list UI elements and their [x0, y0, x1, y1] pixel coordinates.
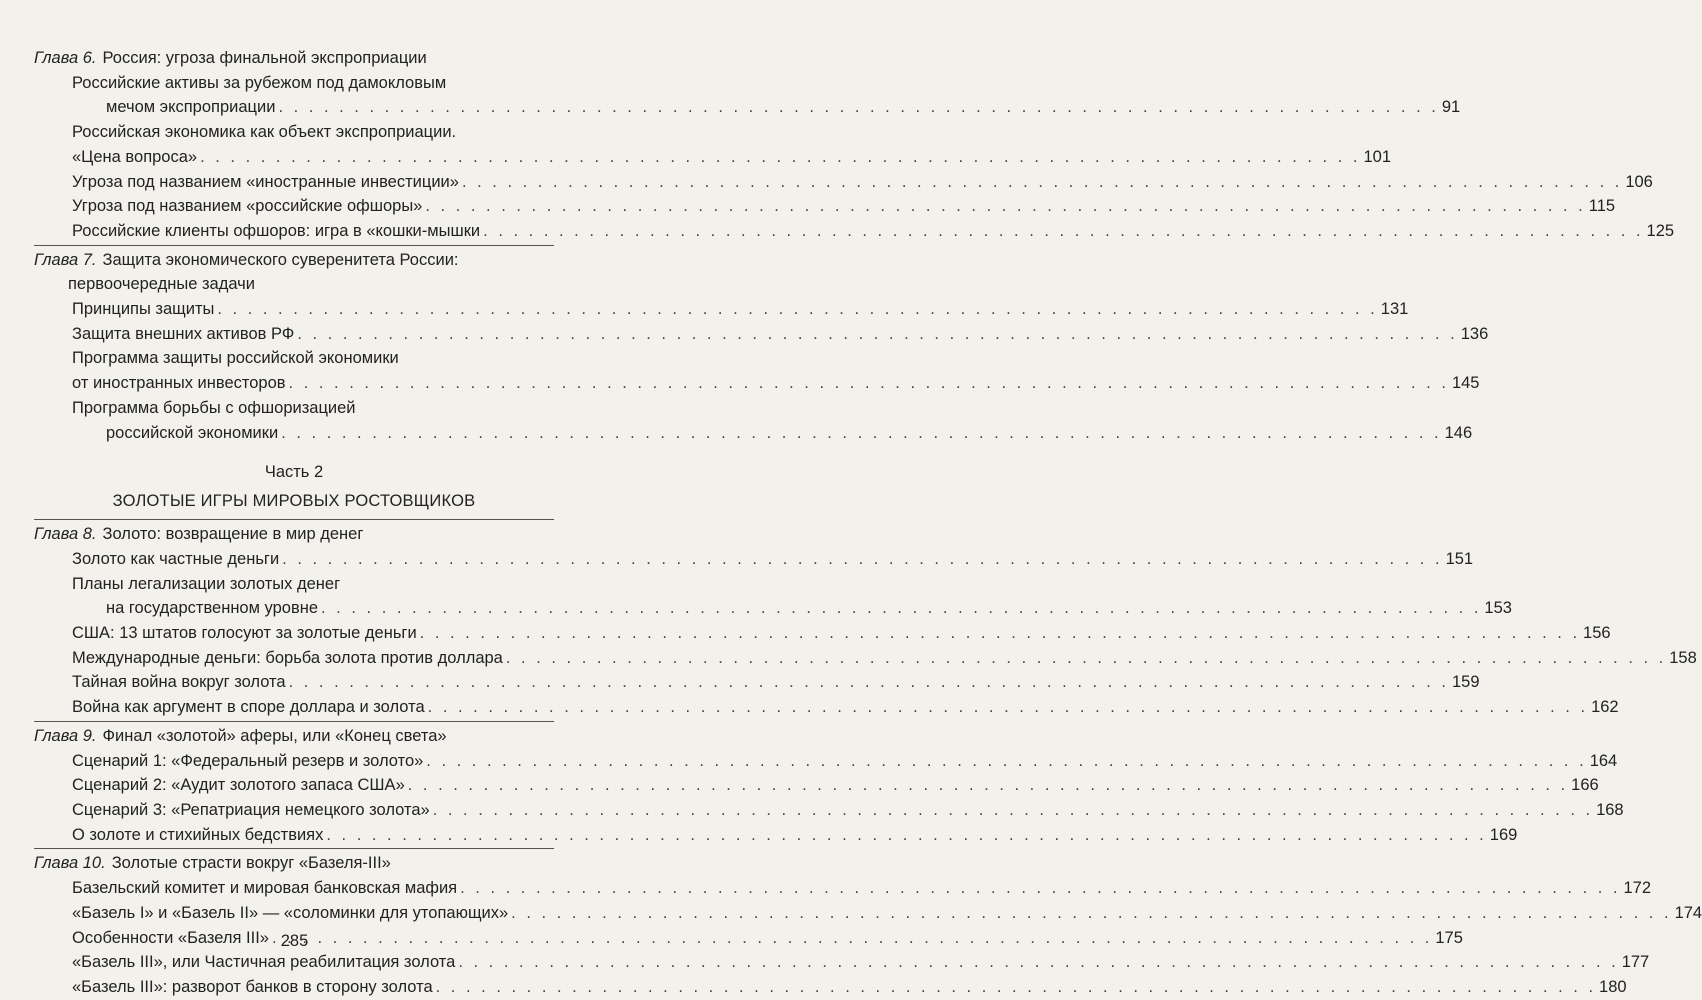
page-number: 115 [1588, 197, 1616, 216]
chapter-label: Глава 7. [34, 250, 97, 269]
toc-entry-continuation [34, 371, 1480, 396]
dot-leader [200, 145, 1360, 170]
dot-leader [460, 876, 1620, 901]
entry-title: Золото как частные деньги [72, 549, 280, 568]
toc-entry [34, 71, 554, 96]
chapter-6-heading [34, 46, 554, 71]
page-number: 136 [1460, 324, 1489, 343]
chapter-title-continuation [34, 272, 554, 297]
chapter-10-heading [34, 851, 554, 876]
entry-title: «Базель I» и «Базель II» — «соломинки для утопающих» [72, 903, 509, 922]
toc-entry [34, 876, 1652, 901]
page-number: 175 [1435, 928, 1463, 947]
part-label: Часть 2 [264, 463, 324, 482]
page-number: 158 [1669, 648, 1697, 667]
toc-entry-continuation [34, 596, 1512, 621]
entry-title: Особенности «Базеля III» [72, 928, 269, 947]
divider [34, 848, 554, 849]
divider [34, 245, 554, 246]
toc-entry [34, 950, 1650, 975]
toc-entry [34, 297, 1409, 322]
page-number: 131 [1380, 300, 1409, 319]
dot-leader [511, 901, 1671, 926]
chapter-title: Защита экономического суверенитета России: [102, 250, 459, 269]
chapter-label: Глава 10. [34, 854, 106, 873]
toc-entry [34, 823, 1518, 848]
entry-title: Сценарий 3: «Репатриация немецкого золота» [72, 800, 430, 819]
toc-entry [34, 695, 1619, 720]
chapter-label: Глава 9. [34, 726, 97, 745]
footer-page-number: 285 [280, 932, 309, 950]
dot-leader [326, 823, 1486, 848]
toc-entry-continuation [34, 421, 1473, 446]
chapter-title: Золотые страсти вокруг «Базеля-III» [111, 854, 391, 873]
entry-title: Тайная война вокруг золота [72, 673, 286, 692]
part-title: ЗОЛОТЫЕ ИГРЫ МИРОВЫХ РОСТОВЩИКОВ [112, 492, 476, 511]
toc-entry [34, 749, 1618, 774]
entry-title: «Базель III»: разворот банков в сторону золота [72, 977, 433, 996]
toc-entry [34, 120, 554, 145]
page-number: 146 [1444, 423, 1473, 442]
entry-title: Сценарий 2: «Аудит золотого запаса США» [72, 776, 405, 795]
toc-entry [34, 322, 1489, 347]
entry-title: Угроза под названием «российские офшоры» [72, 197, 423, 216]
dot-leader [297, 322, 1457, 347]
entry-title: Защита внешних активов РФ [72, 324, 295, 343]
toc-entry [34, 646, 1697, 671]
page-number: 166 [1571, 776, 1599, 795]
entry-title: мечом экспроприации [106, 98, 276, 117]
dot-leader [282, 547, 1442, 572]
entry-title: Программа борьбы с офшоризацией [72, 398, 356, 417]
toc-entry [34, 346, 554, 371]
toc-entry-continuation [34, 95, 1461, 120]
entry-title: Программа защиты российской экономики [72, 349, 399, 368]
dot-leader [458, 950, 1618, 975]
toc-entry [34, 621, 1611, 646]
page-number: 169 [1489, 825, 1518, 844]
entry-title: Базельский комитет и мировая банковская мафия [72, 879, 458, 898]
entry-title: Российская экономика как объект экспроприации. [72, 123, 457, 142]
chapter-title: Финал «золотой» аферы, или «Конец света» [102, 726, 447, 745]
dot-leader [420, 621, 1580, 646]
chapter-title: Россия: угроза финальной экспроприации [102, 49, 427, 67]
page-number: 153 [1484, 599, 1512, 618]
entry-title: Война как аргумент в споре доллара и золота [72, 698, 425, 717]
entry-title: от иностранных инвесторов [72, 374, 286, 393]
page-number: 156 [1583, 624, 1611, 643]
dot-leader [506, 646, 1666, 671]
page-number: 172 [1623, 879, 1652, 898]
toc-entry [34, 975, 1627, 1000]
chapter-title: Золото: возвращение в мир денег [102, 525, 364, 544]
dot-leader [428, 695, 1588, 720]
entry-title: Принципы защиты [72, 300, 215, 319]
dot-leader [462, 170, 1622, 195]
page-number: 151 [1445, 549, 1474, 568]
page-number: 177 [1621, 953, 1650, 972]
toc-entry [34, 219, 1675, 244]
page-number: 159 [1451, 673, 1480, 692]
entry-title: «Базель III», или Частичная реабилитация золота [72, 953, 456, 972]
chapter-title: первоочередные задачи [68, 275, 255, 294]
toc-entry [34, 547, 1474, 572]
dot-leader [289, 670, 1449, 695]
table-of-contents [34, 46, 1702, 1000]
page-number: 162 [1591, 698, 1619, 717]
page-number: 106 [1625, 172, 1653, 191]
entry-title: «Цена вопроса» [72, 147, 198, 166]
toc-entry [34, 170, 1653, 195]
dot-leader [278, 95, 1438, 120]
divider [34, 519, 554, 520]
page-number: 91 [1441, 98, 1461, 117]
entry-title: Международные деньги: борьба золота против доллара [72, 648, 503, 667]
toc-entry [34, 798, 1624, 823]
chapter-7-heading [34, 248, 554, 273]
page-number: 174 [1674, 903, 1702, 922]
chapter-9-heading [34, 724, 554, 749]
toc-entry-continuation [34, 145, 1392, 170]
entry-title: Угроза под названием «иностранные инвестиции» [72, 172, 459, 191]
entry-title: Российские активы за рубежом под дамокловым [72, 73, 447, 92]
chapter-label: Глава 6. [34, 49, 97, 67]
dot-leader [433, 798, 1593, 823]
entry-title: Российские клиенты офшоров: игра в «кошки-мышки [72, 221, 481, 240]
toc-entry [34, 572, 554, 597]
chapter-8-heading [34, 522, 554, 547]
toc-entry [34, 194, 1616, 219]
toc-entry [34, 773, 1599, 798]
dot-leader [217, 297, 1377, 322]
spacer [34, 445, 554, 457]
dot-leader [321, 596, 1481, 621]
page-number: 101 [1363, 147, 1392, 166]
chapter-label: Глава 8. [34, 525, 97, 544]
page-number: 180 [1599, 977, 1627, 996]
entry-title: США: 13 штатов голосуют за золотые деньги [72, 624, 417, 643]
page-number: 125 [1646, 221, 1675, 240]
entry-title: О золоте и стихийных бедствиях [72, 825, 324, 844]
dot-leader [281, 421, 1441, 446]
page-number: 164 [1589, 751, 1618, 770]
dot-leader [425, 194, 1585, 219]
toc-entry [34, 901, 1702, 926]
dot-leader [426, 749, 1586, 774]
entry-title: Сценарий 1: «Федеральный резерв и золото» [72, 751, 424, 770]
entry-title: на государственном уровне [106, 599, 319, 618]
page-number: 145 [1451, 374, 1480, 393]
dot-leader [436, 975, 1596, 1000]
dot-leader [289, 371, 1449, 396]
entry-title: российской экономики [106, 423, 279, 442]
dot-leader [483, 219, 1643, 244]
toc-entry [34, 670, 1480, 695]
entry-title: Планы легализации золотых денег [72, 574, 341, 593]
page-number: 168 [1596, 800, 1624, 819]
divider [34, 721, 554, 722]
dot-leader [408, 773, 1568, 798]
toc-entry [34, 396, 554, 421]
